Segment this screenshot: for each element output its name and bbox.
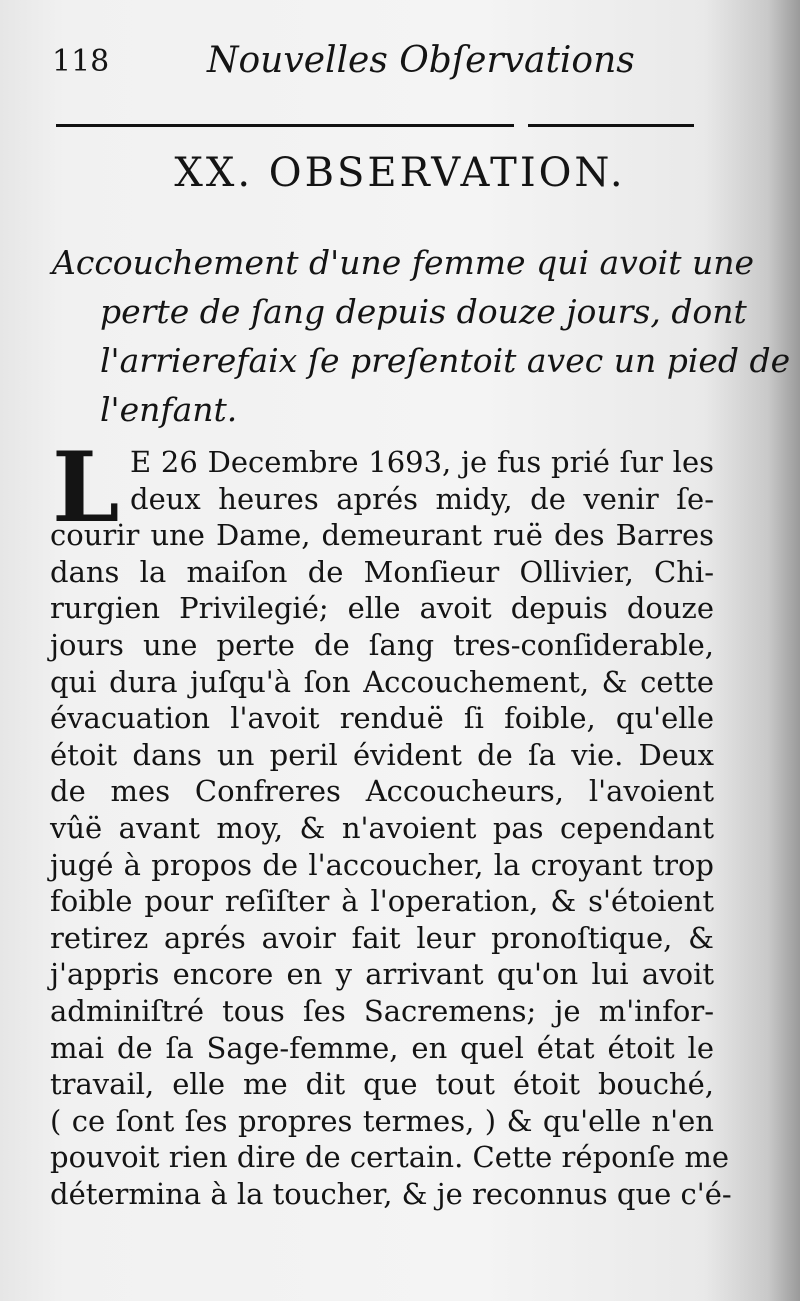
subtitle-line: l'enfant.	[100, 390, 238, 429]
text-line: jugé à propos de l'accoucher, la croyant trop	[50, 847, 714, 882]
text-line: adminiſtré tous ſes Sacremens; je m'infor-	[50, 993, 714, 1028]
page-number: 118	[52, 44, 110, 79]
header-rule-right	[528, 124, 694, 127]
text-line: qui dura juſqu'à ſon Accouchement, & cette	[50, 664, 714, 699]
text-line: jours une perte de ſang tres-conſiderable,	[50, 627, 714, 662]
drop-cap: L	[52, 431, 120, 544]
text-line: mai de ſa Sage-femme, en quel état étoit le	[50, 1030, 714, 1065]
page-header	[52, 36, 702, 96]
text-line: travail, elle me dit que tout étoit bouché,	[50, 1067, 714, 1102]
text-line: foible pour reſiſter à l'operation, & s'étoient	[50, 884, 714, 919]
observation-subtitle	[52, 238, 791, 434]
text-line: courir une Dame, demeurant ruë des Barres	[50, 518, 714, 553]
text-line: détermina à la toucher, & je reconnus que c'é-	[50, 1176, 732, 1211]
body-text	[50, 431, 732, 1212]
text-line: étoit dans un peril évident de ſa vie. Deux	[50, 737, 714, 772]
text-line: ( ce ſont ſes propres termes, ) & qu'elle n'en	[50, 1103, 714, 1138]
text-line: évacuation l'avoit renduë ſi foible, qu'elle	[50, 701, 714, 736]
text-line: rurgien Privilegié; elle avoit depuis douze	[50, 591, 714, 626]
text-line: pouvoit rien dire de certain. Cette réponſe me	[50, 1140, 730, 1175]
text-line: vûë avant moy, & n'avoient pas cependant	[50, 810, 714, 845]
running-title: Nouvelles Obſervations	[207, 40, 635, 81]
header-rule-left	[56, 124, 514, 127]
text-line: E 26 Decembre 1693, je fus prié ſur les	[130, 445, 714, 479]
subtitle-line: Accouchement d'une femme qui avoit une	[52, 243, 755, 282]
text-line: deux heures aprés midy, de venir ſe-	[130, 481, 714, 516]
subtitle-line: l'arrierefaix ſe preſentoit avec un pied de	[100, 341, 791, 380]
text-line: retirez aprés avoir fait leur pronoſtique, &	[50, 920, 714, 955]
text-line: de mes Confreres Accoucheurs, l'avoient	[50, 774, 714, 809]
text-line: j'appris encore en y arrivant qu'on lui avoit	[50, 957, 714, 992]
subtitle-line: perte de ſang depuis douze jours, dont	[100, 292, 747, 331]
observation-heading: XX. OBSERVATION.	[174, 150, 626, 196]
text-line: dans la maiſon de Monſieur Ollivier, Chi-	[50, 554, 714, 589]
